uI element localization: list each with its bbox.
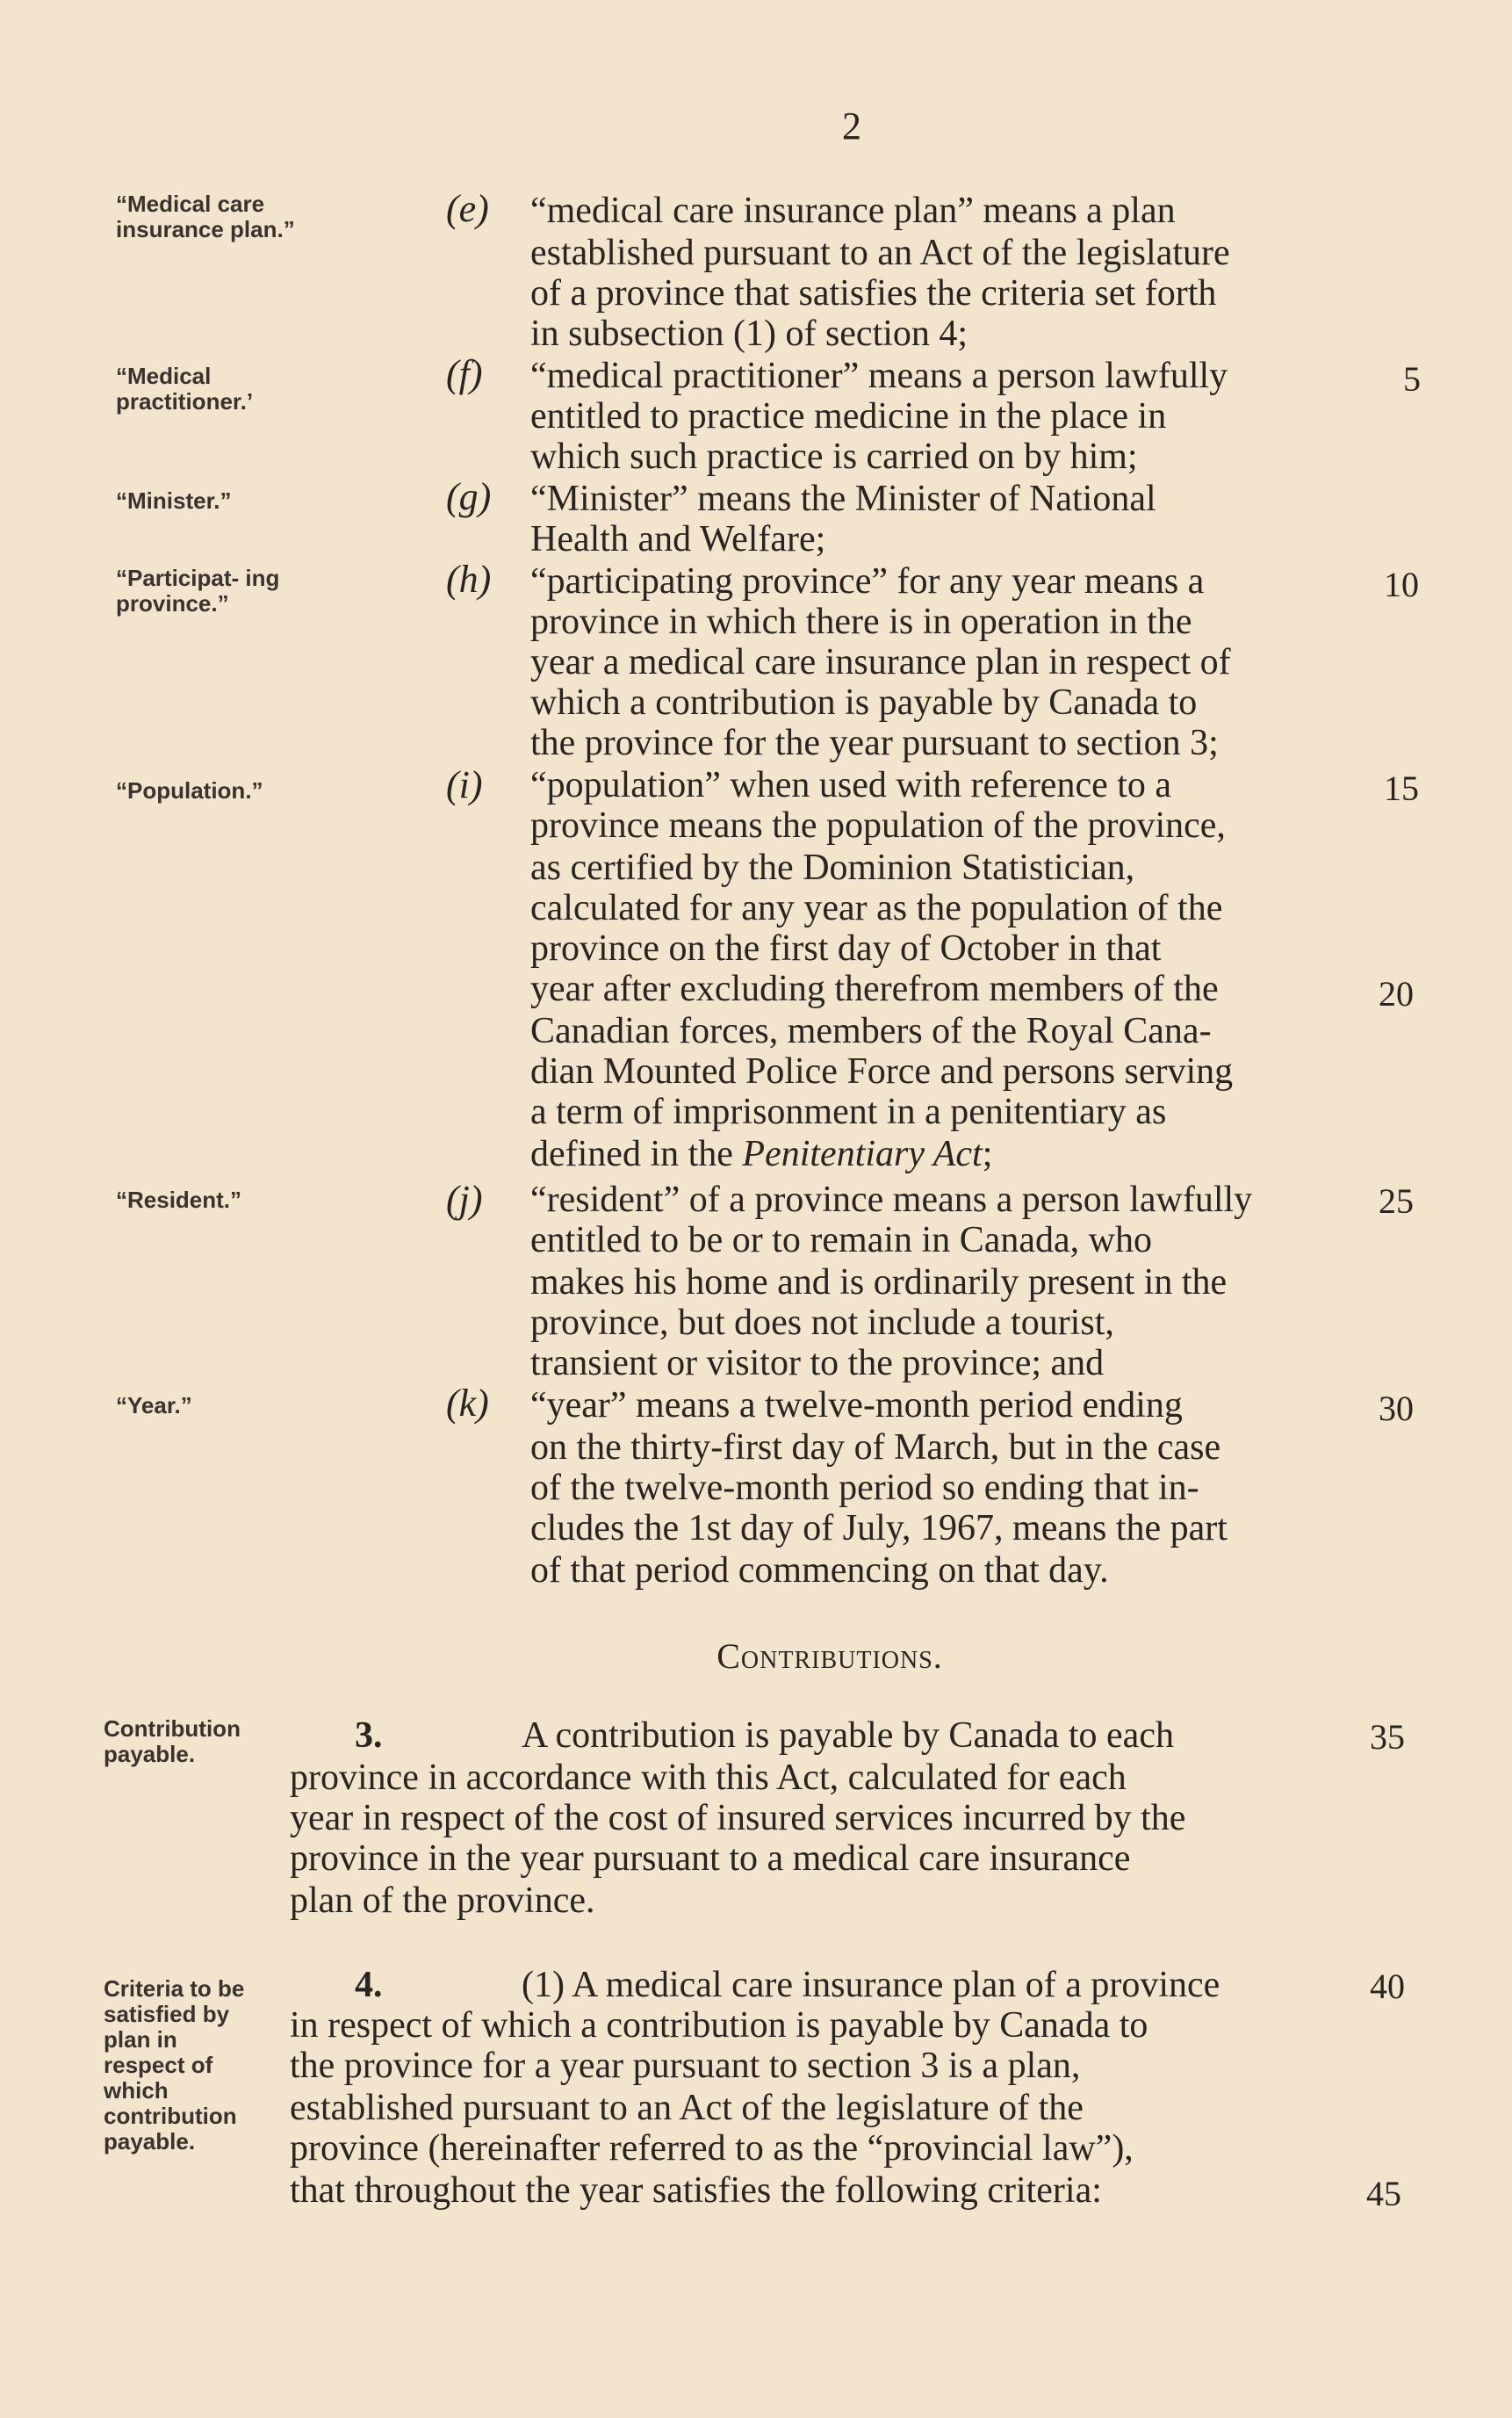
text-line: which such practice is carried on by him; bbox=[530, 437, 1138, 477]
text-line: established pursuant to an Act of the legislature of the bbox=[290, 2088, 1084, 2128]
text-line: province means the population of the province, bbox=[530, 805, 1226, 846]
margin-note-minister bbox=[116, 488, 344, 514]
text-line: “year” means a twelve-month period ending bbox=[530, 1385, 1183, 1426]
text-line: on the thirty-first day of March, but in the case bbox=[530, 1427, 1221, 1468]
clause-letter-k: (k) bbox=[446, 1382, 489, 1425]
text-line: “resident” of a province means a person lawfully bbox=[530, 1180, 1253, 1220]
text-line: “population” when used with reference to a bbox=[530, 765, 1172, 805]
text-span: ; bbox=[982, 1134, 993, 1174]
line-number: 15 bbox=[1384, 769, 1419, 808]
text-line bbox=[530, 1133, 992, 1175]
text-line: province, but does not include a tourist, bbox=[530, 1303, 1114, 1343]
text-line: the province for a year pursuant to section 3 is a plan, bbox=[290, 2046, 1081, 2086]
text-line: province on the first day of October in that bbox=[530, 928, 1162, 969]
line-number: 5 bbox=[1403, 359, 1421, 399]
text-line: “participating province” for any year means a bbox=[530, 561, 1205, 602]
text-line: established pursuant to an Act of the legislature bbox=[530, 233, 1230, 273]
clause-letter-f: (f) bbox=[446, 352, 483, 395]
text-line: that throughout the year satisfies the following criteria: bbox=[290, 2170, 1102, 2211]
text-line: province in accordance with this Act, calculated for each bbox=[290, 1758, 1127, 1798]
section-number-4: 4. bbox=[355, 1965, 383, 2005]
text-line: makes his home and is ordinarily present in the bbox=[530, 1262, 1228, 1303]
text-line: dian Mounted Police Force and persons serving bbox=[530, 1051, 1234, 1092]
text-line: “Minister” means the Minister of National bbox=[530, 479, 1156, 519]
margin-note-text: “Participat- ing province.” bbox=[116, 565, 280, 617]
margin-note-participating-province bbox=[116, 566, 300, 617]
margin-note-text: “Year.” bbox=[116, 1392, 192, 1418]
text-line: “medical care insurance plan” means a plan bbox=[530, 191, 1176, 231]
line-number: 25 bbox=[1379, 1181, 1414, 1221]
margin-note-contribution-payable bbox=[104, 1716, 288, 1767]
text-line: Canadian forces, members of the Royal Cana- bbox=[530, 1011, 1212, 1051]
text-line: entitled to be or to remain in Canada, who bbox=[530, 1220, 1152, 1260]
text-line: year after excluding therefrom members of the bbox=[530, 969, 1219, 1009]
text-line: of the twelve-month period so ending that in- bbox=[530, 1468, 1199, 1508]
clause-letter-h: (h) bbox=[446, 558, 492, 601]
text-line: year a medical care insurance plan in respect of bbox=[530, 642, 1231, 682]
margin-note-resident bbox=[116, 1187, 344, 1213]
text-line: year in respect of the cost of insured services incurred by the bbox=[290, 1798, 1186, 1838]
line-number: 35 bbox=[1370, 1717, 1405, 1757]
margin-note-text: Contribution payable. bbox=[104, 1715, 241, 1767]
text-line: plan of the province. bbox=[290, 1880, 595, 1921]
margin-note-medical-practitioner bbox=[116, 364, 300, 415]
text-line: Health and Welfare; bbox=[530, 519, 826, 559]
margin-note-year bbox=[116, 1393, 344, 1418]
text-line: calculated for any year as the population of the bbox=[530, 888, 1223, 928]
clause-letter-g: (g) bbox=[446, 475, 492, 518]
text-line: “medical practitioner” means a person lawfully bbox=[530, 356, 1228, 396]
margin-note-text: “Resident.” bbox=[116, 1187, 242, 1213]
line-number: 20 bbox=[1379, 974, 1414, 1014]
margin-note-population bbox=[116, 778, 344, 804]
line-number: 45 bbox=[1366, 2174, 1401, 2213]
text-line: entitled to practice medicine in the place in bbox=[530, 396, 1167, 437]
text-line: province in which there is in operation in the bbox=[530, 602, 1192, 642]
text-line: of a province that satisfies the criteria set forth bbox=[530, 273, 1217, 314]
text-line: province (hereinafter referred to as the “provincial law”), bbox=[290, 2128, 1134, 2169]
line-number: 40 bbox=[1370, 1967, 1405, 2006]
text-line: of that period commencing on that day. bbox=[530, 1550, 1109, 1591]
clause-letter-j: (j) bbox=[446, 1178, 483, 1221]
text-line: transient or visitor to the province; and bbox=[530, 1343, 1105, 1383]
text-line: in subsection (1) of section 4; bbox=[530, 314, 968, 354]
margin-note-criteria bbox=[104, 1976, 262, 2155]
margin-note-text: “Minister.” bbox=[116, 487, 232, 514]
clause-letter-e: (e) bbox=[446, 187, 489, 230]
margin-note-text: Criteria to be satisfied by plan in respect of which contribution payable. bbox=[104, 1975, 245, 2155]
text-line: a term of imprisonment in a penitentiary as bbox=[530, 1092, 1167, 1132]
text-line: A contribution is payable by Canada to each bbox=[522, 1715, 1174, 1756]
page-number: 2 bbox=[842, 105, 861, 148]
section-heading: Contributions. bbox=[716, 1636, 943, 1676]
margin-note-text: “Medical practitioner.’ bbox=[116, 363, 254, 415]
margin-note-medical-care-insurance-plan bbox=[116, 191, 300, 242]
clause-letter-i: (i) bbox=[446, 763, 483, 806]
line-number: 30 bbox=[1379, 1389, 1414, 1428]
text-line: the province for the year pursuant to section 3; bbox=[530, 723, 1219, 763]
margin-note-text: “Medical care insurance plan.” bbox=[116, 191, 295, 242]
text-line: cludes the 1st day of July, 1967, means the part bbox=[530, 1508, 1228, 1548]
section-number-3: 3. bbox=[355, 1715, 383, 1756]
text-line: in respect of which a contribution is payable by Canada to bbox=[290, 2005, 1148, 2046]
text-span: defined in the bbox=[530, 1134, 743, 1174]
text-line: province in the year pursuant to a medical care insurance bbox=[290, 1838, 1131, 1879]
text-line: which a contribution is payable by Canada to bbox=[530, 682, 1198, 723]
statute-name: Penitentiary Act bbox=[742, 1134, 983, 1174]
line-number: 10 bbox=[1384, 565, 1419, 604]
margin-note-text: “Population.” bbox=[116, 777, 263, 804]
text-line: as certified by the Dominion Statistician, bbox=[530, 848, 1135, 888]
text-line: (1) A medical care insurance plan of a province bbox=[522, 1965, 1220, 2005]
